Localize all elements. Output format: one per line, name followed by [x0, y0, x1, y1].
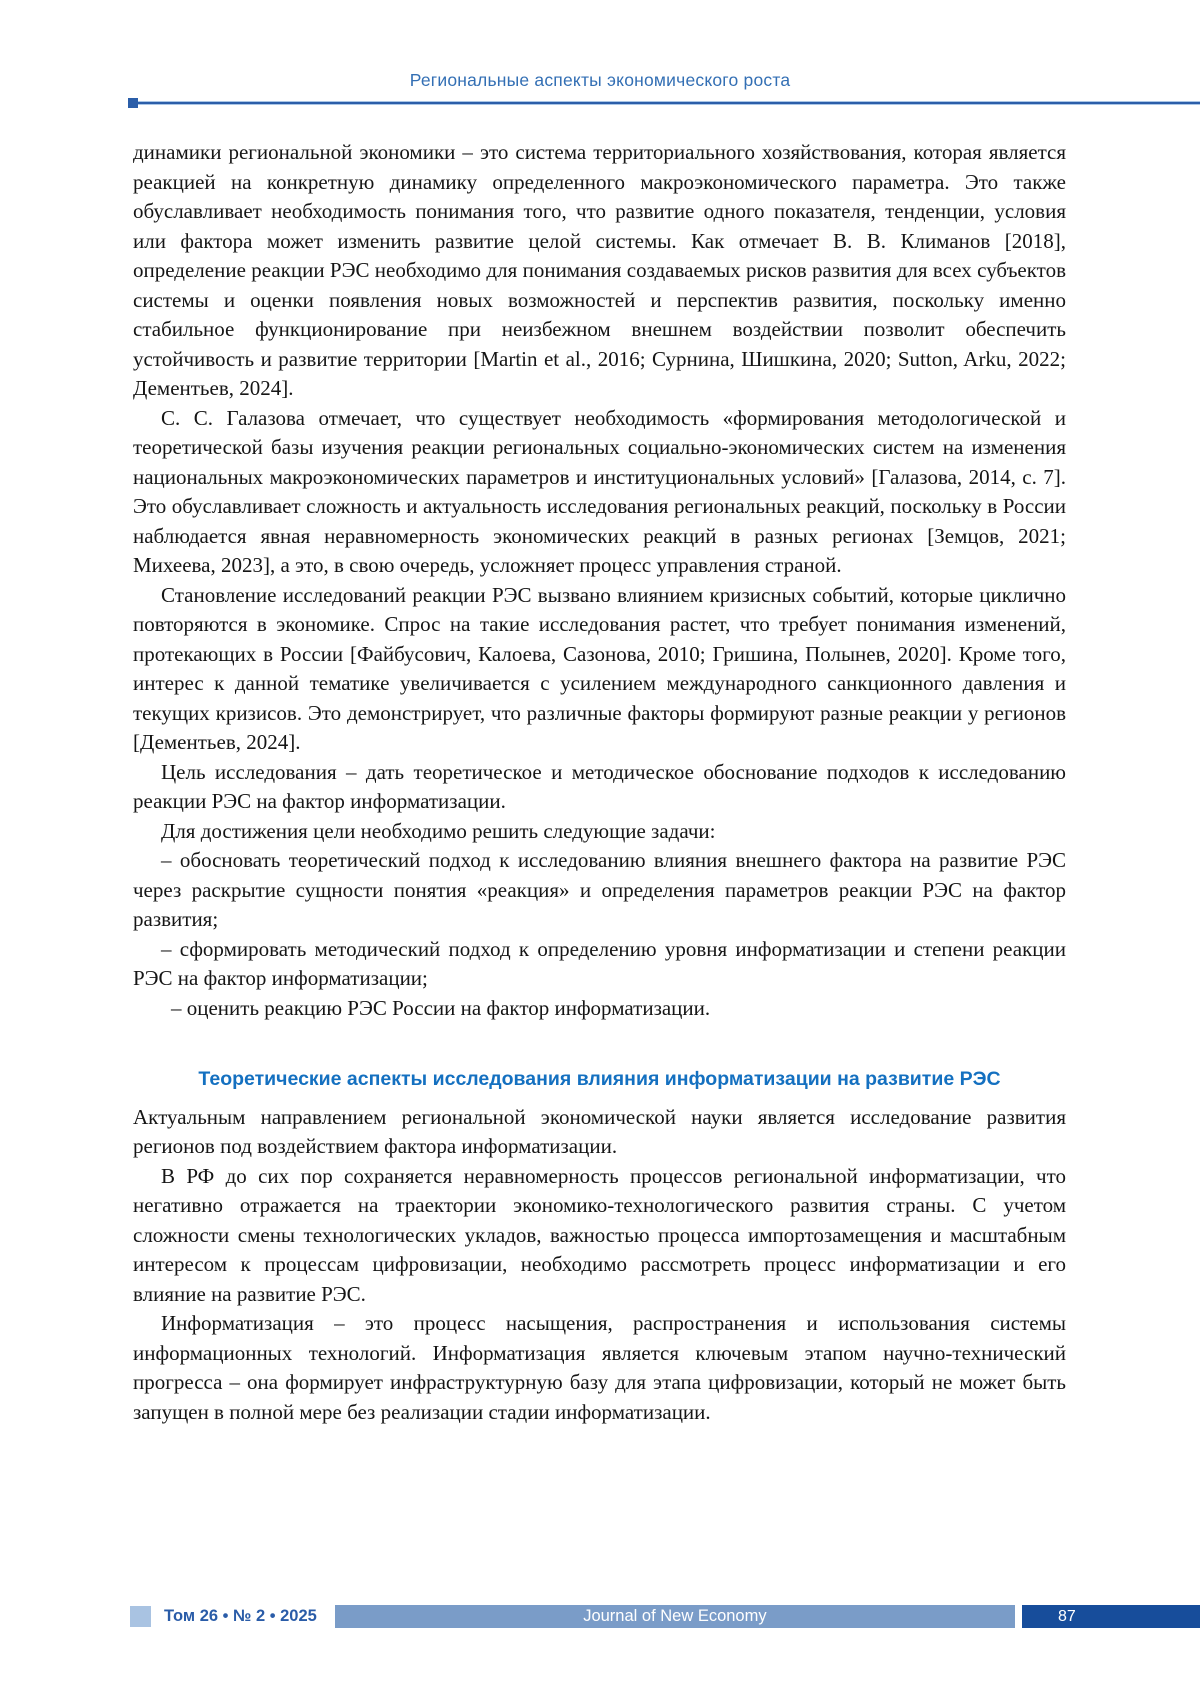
paragraph: динамики региональной экономики – это система территориального хозяйствования, которая является реакцией на конкретную динамику определенного макроэкономического параметра. Это также обуславливает необходимость понимания того, что развитие одного показателя, тенденции, условия или фактора может изменить развитие целой системы. Как отмечает В. В. Климанов [2018], определение реакции РЭС необходимо для понимания создаваемых рисков развития для всех субъектов системы и оценки появления новых возможностей и перспектив развития, поскольку именно стабильное функционирование при неизбежном внешнем воздействии позволит обеспечить устойчивость и развитие территории [Martin et al., 2016; Сурнина, Шишкина, 2020; Sutton, Arku, 2022; Дементьев, 2024].: [133, 140, 1066, 400]
header-rule: [128, 101, 1200, 105]
header-rule-square-marker: [128, 98, 138, 108]
paragraph: Становление исследований реакции РЭС вызвано влиянием кризисных событий, которые циклично повторяются в экономике. Спрос на такие исследования растет, что требует понимания изменений, протекающих в России [Файбусович, Калоева, Сазонова, 2010; Гришина, Полынев, 2020]. Кроме того, интерес к данной тематике увеличивается с усилением международного санкционного давления и текущих кризисов. Это демонстрирует, что различные факторы формируют разные реакции у регионов [Дементьев, 2024].: [133, 582, 1066, 754]
article-body: [133, 138, 1066, 1427]
paragraph: Информатизация – это процесс насыщения, распространения и использования системы информационных технологий. Информатизация является ключевым этапом научно-технический прогресса – она формирует инфраструктурную базу для этапа цифровизации, который не может быть запущен в полной мере без реализации стадии информатизации.: [133, 1311, 1066, 1424]
task-item: – сформировать методический подход к определению уровня информатизации и степени реакции РЭС на фактор информатизации;: [133, 936, 1066, 990]
journal-name-bar: Journal of New Economy: [335, 1605, 1015, 1628]
footer-square-marker: [130, 1606, 151, 1627]
section-heading: Теоретические аспекты исследования влияния информатизации на развитие РЭС: [198, 1068, 1001, 1090]
paragraph: Цель исследования – дать теоретическое и методическое обоснование подходов к исследованию реакции РЭС на фактор информатизации.: [133, 759, 1066, 813]
volume-issue-label: Том 26 • № 2 • 2025: [164, 1607, 317, 1625]
page-number: 87: [1022, 1605, 1200, 1628]
paragraph: Для достижения цели необходимо решить следующие задачи:: [161, 818, 716, 843]
task-item: – обосновать теоретический подход к исследованию влияния внешнего фактора на развитие РЭС через раскрытие сущности понятия «реакция» и определения параметров реакции РЭС на фактор развития;: [133, 848, 1066, 931]
task-item: – оценить реакцию РЭС России на фактор информатизации.: [171, 995, 711, 1020]
paragraph: В РФ до сих пор сохраняется неравномерность процессов региональной информатизации, что негативно отражается на траектории экономико-технологического развития страны. С учетом сложности смены технологических укладов, важностью процесса импортозамещения и масштабным интересом к процессам цифровизации, необходимо рассмотреть процесс информатизации и его влияние на развитие РЭС.: [133, 1163, 1066, 1306]
paragraph: Актуальным направлением региональной экономической науки является исследование развития регионов под воздействием фактора информатизации.: [133, 1104, 1066, 1158]
page-footer: [130, 1605, 1200, 1628]
running-head: Региональные аспекты экономического роста: [409, 70, 791, 90]
paragraph: С. С. Галазова отмечает, что существует необходимость «формирования методологической и теоретической базы изучения реакции региональных социально-экономических систем на изменения национальных макроэкономических параметров и институциональных условий» [Галазова, 2014, с. 7]. Это обуславливает сложность и актуальность исследования региональных реакций, поскольку в России наблюдается явная неравномерность экономических реакций в разных регионах [Земцов, 2021; Михеева, 2023], а это, в свою очередь, усложняет процесс управления страной.: [133, 405, 1066, 577]
